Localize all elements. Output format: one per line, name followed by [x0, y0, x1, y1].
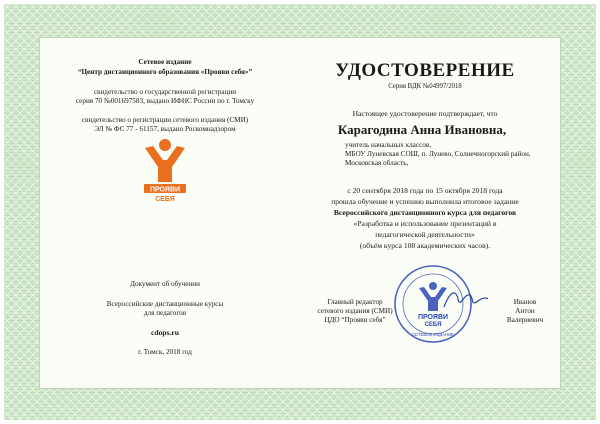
course-hours: (объём курса 108 академических часов). — [359, 241, 491, 250]
registration-line-1: свидетельство о государственной регистрации — [93, 88, 237, 96]
serial-number: Серия ВДК №04997/2018 — [388, 83, 462, 90]
recipient-position: учитель начальных классов, — [345, 141, 432, 149]
document-type: Документ об обучении — [130, 280, 200, 288]
website: cdops.ru — [150, 328, 180, 337]
recipient-name: Карагодина Анна Ивановна — [337, 122, 503, 137]
recipient-name-line — [290, 122, 554, 138]
editor-title-2: сетевого издания (СМИ) — [317, 307, 393, 315]
logo-text-1: ПРОЯВИ — [149, 186, 181, 194]
completion-text: прошла обучение и успешно выполнила итоговое задание — [331, 197, 519, 206]
signature-stroke — [444, 293, 488, 307]
logo-text-2: СЕБЯ — [155, 196, 175, 202]
course-name: Всероссийского дистанционного курса для педагогов — [333, 208, 517, 217]
registration-line-2: серия 70 №001697583, выдано ИФНС России по г. Томску — [75, 97, 255, 105]
organization-line-2: Московская область, — [345, 159, 409, 167]
organization-line-1: МБОУ Луневская СОШ, п. Лунево, Солнечногорский район, — [345, 150, 531, 158]
stamp-text-2: СЕБЯ — [424, 322, 442, 328]
signature — [440, 285, 490, 315]
stamp-logo-head — [429, 282, 437, 290]
recipient-name-comma: , — [502, 122, 507, 137]
media-registration-line-2: ЭЛ № ФС 77 - 61157, выдано Роскомнадзором — [94, 125, 236, 133]
courses-line-1: Всероссийские дистанционные курсы — [106, 300, 224, 308]
publisher-label: Сетевое издание — [138, 58, 192, 66]
course-dates: с 20 сентября 2018 года по 15 октября 2018 года — [347, 186, 503, 195]
signer-name: Антон — [515, 307, 535, 315]
signer-patronymic: Валериевич — [506, 316, 544, 324]
logo-figure — [145, 146, 185, 182]
stamp-text-3: СЕТЕВОЕ ИЗДАНИЕ — [411, 332, 455, 337]
certificate-title: УДОСТОВЕРЕНИЕ — [335, 60, 515, 81]
course-topic-line-2: педагогической деятельности» — [375, 230, 475, 239]
media-registration-line-1: свидетельство о регистрации сетевого издания (СМИ) — [81, 116, 249, 124]
stamp-text-1: ПРОЯВИ — [417, 314, 449, 321]
place-year: г. Томск, 2018 год — [138, 348, 192, 356]
logo-head — [159, 139, 171, 151]
brand-logo — [143, 138, 187, 202]
confirm-text: Настоящее удостоверение подтверждает, что — [352, 109, 498, 118]
course-topic-line-1: «Разработка и использование презентаций в — [353, 219, 497, 228]
signer-surname: Иванов — [513, 298, 537, 306]
editor-title-3: ЦДО “Прояви себя” — [324, 316, 386, 324]
publisher-name: “Центр дистанционного образования «Прояви себя»” — [77, 68, 253, 76]
editor-title-1: Главный редактор — [327, 298, 383, 306]
courses-line-2: для педагогов — [143, 309, 187, 317]
